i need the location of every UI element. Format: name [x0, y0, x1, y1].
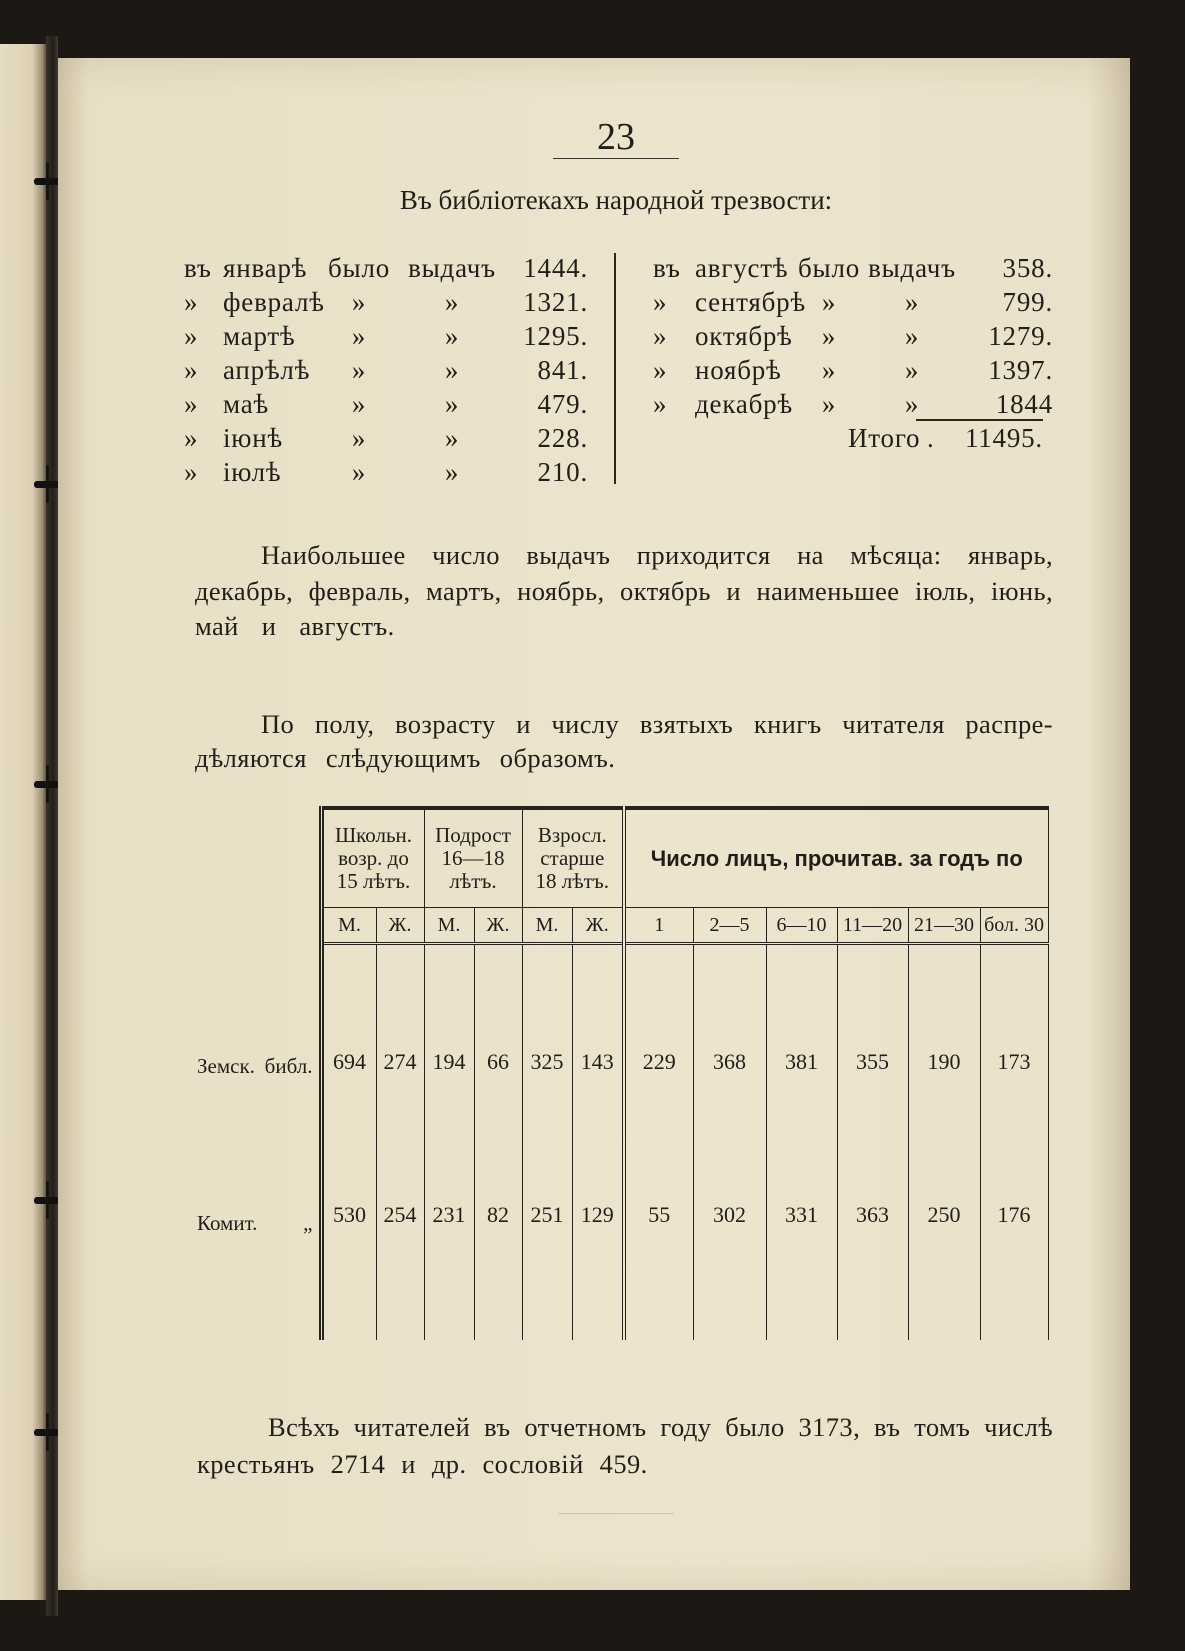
issue-ditto: » — [821, 321, 837, 351]
binding-stitch — [34, 1429, 60, 1436]
issue-count: 228. — [537, 423, 588, 453]
issue-month: апрѣлѣ — [223, 355, 311, 385]
group-header-line: 16—18 — [441, 845, 505, 870]
table-cell — [908, 1148, 980, 1340]
cell-value: 325 — [530, 1048, 564, 1074]
issue-ditto: » — [444, 389, 460, 419]
paragraph-line: крестьянъ 2714 и др. сословій 459. — [197, 1449, 648, 1479]
group-header-line: лѣтъ. — [449, 868, 497, 893]
issue-ditto: » — [904, 287, 920, 317]
issue-ditto: » — [351, 321, 367, 351]
table-cell — [766, 1148, 837, 1340]
issue-month: іюлѣ — [223, 457, 282, 487]
issue-row — [653, 285, 1053, 319]
group-header-line: Подрост — [435, 822, 511, 847]
table-cell — [376, 943, 424, 1148]
issue-prefix: » — [184, 389, 199, 419]
issue-prefix: » — [184, 355, 199, 385]
subheader-cell: 1 — [624, 907, 693, 943]
subheader-cell: 6—10 — [766, 907, 837, 943]
cell-value: 55 — [648, 1202, 671, 1227]
issues-left-column — [184, 251, 588, 491]
paragraph-line: По полу, возрасту и числу взятыхъ книгъ читателя распре- — [261, 709, 1053, 739]
issue-count: 1397. — [988, 355, 1053, 385]
issue-ditto: » — [351, 355, 367, 385]
issue-prefix: » — [184, 423, 199, 453]
issue-row — [653, 353, 1053, 387]
binding-stitch — [34, 1197, 60, 1204]
issue-month: іюнѣ — [223, 423, 283, 453]
issue-ditto: » — [904, 355, 920, 385]
table-cell — [572, 1148, 624, 1340]
issue-prefix: » — [653, 287, 668, 317]
reader-distribution-table — [197, 806, 1049, 1340]
table-row — [197, 1148, 1048, 1340]
column-divider — [614, 253, 616, 484]
subheader-cell: 11—20 — [837, 907, 908, 943]
table-cell — [522, 1148, 572, 1340]
table-cell — [321, 943, 376, 1148]
issue-month: августѣ — [695, 253, 789, 283]
table-cell — [908, 943, 980, 1148]
issue-row — [184, 353, 588, 387]
issue-month: сентябрѣ — [695, 287, 806, 317]
issue-count: 210. — [537, 457, 588, 487]
issue-ditto: » — [444, 287, 460, 317]
issue-month: январѣ — [223, 253, 308, 283]
issue-row — [184, 319, 588, 353]
issue-prefix: » — [653, 321, 668, 351]
table-cell — [837, 1148, 908, 1340]
issue-word-issues: выдачъ — [868, 253, 956, 283]
table-corner — [197, 808, 321, 907]
issue-count: 1321. — [523, 287, 588, 317]
cell-value: 231 — [432, 1202, 466, 1227]
subheader-cell: Ж. — [572, 907, 624, 943]
issue-count: 358. — [1002, 253, 1053, 283]
books-read-header: Число лицъ, прочитав. за годъ по — [624, 808, 1048, 907]
page-number-rule — [553, 158, 679, 159]
cell-value: 254 — [383, 1202, 417, 1227]
table-cell — [424, 1148, 474, 1340]
table-cell — [474, 943, 522, 1148]
issue-row — [184, 387, 588, 421]
issue-prefix: » — [653, 355, 668, 385]
cell-value: 173 — [997, 1048, 1031, 1074]
subheader-cell: М. — [522, 907, 572, 943]
group-header-adults — [522, 808, 624, 907]
table-cell — [693, 943, 766, 1148]
issue-month: ноябрѣ — [695, 355, 782, 385]
cell-value: 530 — [333, 1202, 366, 1227]
issue-ditto: » — [444, 321, 460, 351]
subheader-cell: М. — [321, 907, 376, 943]
table-cell — [376, 1148, 424, 1340]
issue-row — [184, 251, 588, 285]
issue-row — [653, 251, 1053, 285]
subheader-cell: М. — [424, 907, 474, 943]
issue-count: 1444. — [523, 253, 588, 283]
table-cell — [693, 1148, 766, 1340]
issue-ditto: » — [351, 457, 367, 487]
group-header-school-age — [321, 808, 424, 907]
issue-ditto: » — [821, 355, 837, 385]
cell-value: 331 — [785, 1202, 819, 1227]
issue-month: декабрѣ — [695, 389, 793, 419]
issue-ditto: » — [444, 457, 460, 487]
issue-count: 841. — [537, 355, 588, 385]
cell-value: 229 — [642, 1048, 676, 1074]
issue-word-was: было — [797, 253, 861, 283]
issue-ditto: » — [904, 321, 920, 351]
binding-stitch — [34, 781, 60, 788]
issue-prefix: » — [653, 389, 668, 419]
paragraph-line: дѣляются слѣдующимъ образомъ. — [195, 743, 616, 773]
issue-count: 1279. — [988, 321, 1053, 351]
issue-month: маѣ — [223, 389, 269, 419]
issue-prefix: » — [184, 287, 199, 317]
issue-count: 799. — [1002, 287, 1053, 317]
issue-prefix: въ — [653, 253, 681, 283]
cell-value: 368 — [713, 1048, 747, 1074]
cell-value: 355 — [856, 1048, 890, 1074]
row-label: Комит. „ — [197, 1211, 313, 1235]
issue-row — [184, 455, 588, 489]
issue-ditto: » — [444, 423, 460, 453]
cell-value: 302 — [713, 1202, 747, 1227]
total-count: 11495. — [964, 423, 1043, 453]
row-label-cell — [197, 1148, 321, 1340]
section-heading: Въ библіотекахъ народной трезвости: — [399, 185, 833, 215]
issue-prefix: въ — [184, 253, 212, 283]
cell-value: 694 — [333, 1048, 366, 1074]
group-header-teenagers — [424, 808, 522, 907]
page-number: 23 — [597, 116, 635, 158]
paragraph-line: Наибольшее число выдачъ приходится на мѣсяца: январь, — [261, 540, 1053, 570]
issue-prefix: » — [184, 457, 199, 487]
cell-value: 190 — [927, 1048, 961, 1074]
table-cell — [980, 943, 1048, 1148]
issue-prefix: » — [184, 321, 199, 351]
paragraph-line: Всѣхъ читателей въ отчетномъ году было 3173, въ томъ числѣ — [268, 1412, 1053, 1442]
row-label-cell — [197, 943, 321, 1148]
previous-page-edge — [0, 44, 46, 1600]
issue-row — [184, 421, 588, 455]
subheader-cell: Ж. — [376, 907, 424, 943]
cell-value: 66 — [487, 1048, 509, 1074]
cell-value: 143 — [580, 1048, 614, 1074]
table-cell — [321, 1148, 376, 1340]
issue-month: мартѣ — [223, 321, 296, 351]
issue-count: 1844 — [995, 389, 1053, 419]
issue-ditto: » — [351, 287, 367, 317]
row-label: Земск. библ. — [197, 1054, 313, 1078]
issue-ditto: » — [444, 355, 460, 385]
group-header-line: возр. до — [338, 845, 409, 870]
issue-row — [184, 285, 588, 319]
issue-row — [653, 387, 1053, 421]
table-cell — [474, 1148, 522, 1340]
issue-ditto: » — [904, 389, 920, 419]
table-cell — [624, 943, 693, 1148]
cell-value: 251 — [530, 1202, 564, 1227]
issue-word-was: было — [327, 253, 391, 283]
table-cell — [624, 1148, 693, 1340]
subheader-cell: Ж. — [474, 907, 522, 943]
decorative-rule — [558, 1513, 674, 1514]
subheader-cell: 21—30 — [908, 907, 980, 943]
paragraph-line: май и августъ. — [195, 611, 395, 641]
binding-gutter — [46, 36, 58, 1616]
table-cell — [837, 943, 908, 1148]
group-header-line: старше — [540, 845, 605, 870]
issue-count: 1295. — [523, 321, 588, 351]
cell-value: 250 — [927, 1202, 961, 1227]
table-corner — [197, 907, 321, 943]
issue-ditto: » — [351, 389, 367, 419]
table-cell — [572, 943, 624, 1148]
cell-value: 82 — [487, 1202, 509, 1227]
issue-count: 479. — [537, 389, 588, 419]
table-cell — [766, 943, 837, 1148]
issue-month: февралѣ — [223, 287, 325, 317]
total-separator: . — [927, 423, 935, 453]
table-cell — [424, 943, 474, 1148]
issue-ditto: » — [821, 287, 837, 317]
issue-word-issues: выдачъ — [408, 253, 496, 283]
cell-value: 363 — [856, 1202, 890, 1227]
cell-value: 381 — [785, 1048, 819, 1074]
issue-total-row — [653, 421, 1053, 455]
group-header-line: Взросл. — [537, 822, 607, 847]
total-label: Итого — [848, 423, 921, 453]
paragraph-line: декабрь, февраль, мартъ, ноябрь, октябрь и наименьшее іюль, іюнь, — [195, 576, 1053, 606]
cell-value: 274 — [383, 1048, 417, 1074]
table-cell — [980, 1148, 1048, 1340]
table-row — [197, 943, 1048, 1148]
subheader-cell: бол. 30 — [980, 907, 1048, 943]
binding-stitch — [34, 178, 60, 185]
issue-ditto: » — [821, 389, 837, 419]
issue-month: октябрѣ — [695, 321, 793, 351]
issues-right-column — [653, 251, 1053, 491]
cell-value: 176 — [997, 1202, 1031, 1227]
group-header-line: 15 лѣтъ. — [336, 868, 411, 893]
subheader-cell: 2—5 — [693, 907, 766, 943]
group-header-line: Школьн. — [334, 822, 413, 847]
issue-row — [653, 319, 1053, 353]
group-header-line: 18 лѣтъ. — [535, 868, 609, 893]
binding-stitch — [34, 481, 60, 488]
cell-value: 194 — [432, 1048, 466, 1074]
cell-value: 129 — [580, 1202, 614, 1227]
issue-ditto: » — [351, 423, 367, 453]
table-cell — [522, 943, 572, 1148]
